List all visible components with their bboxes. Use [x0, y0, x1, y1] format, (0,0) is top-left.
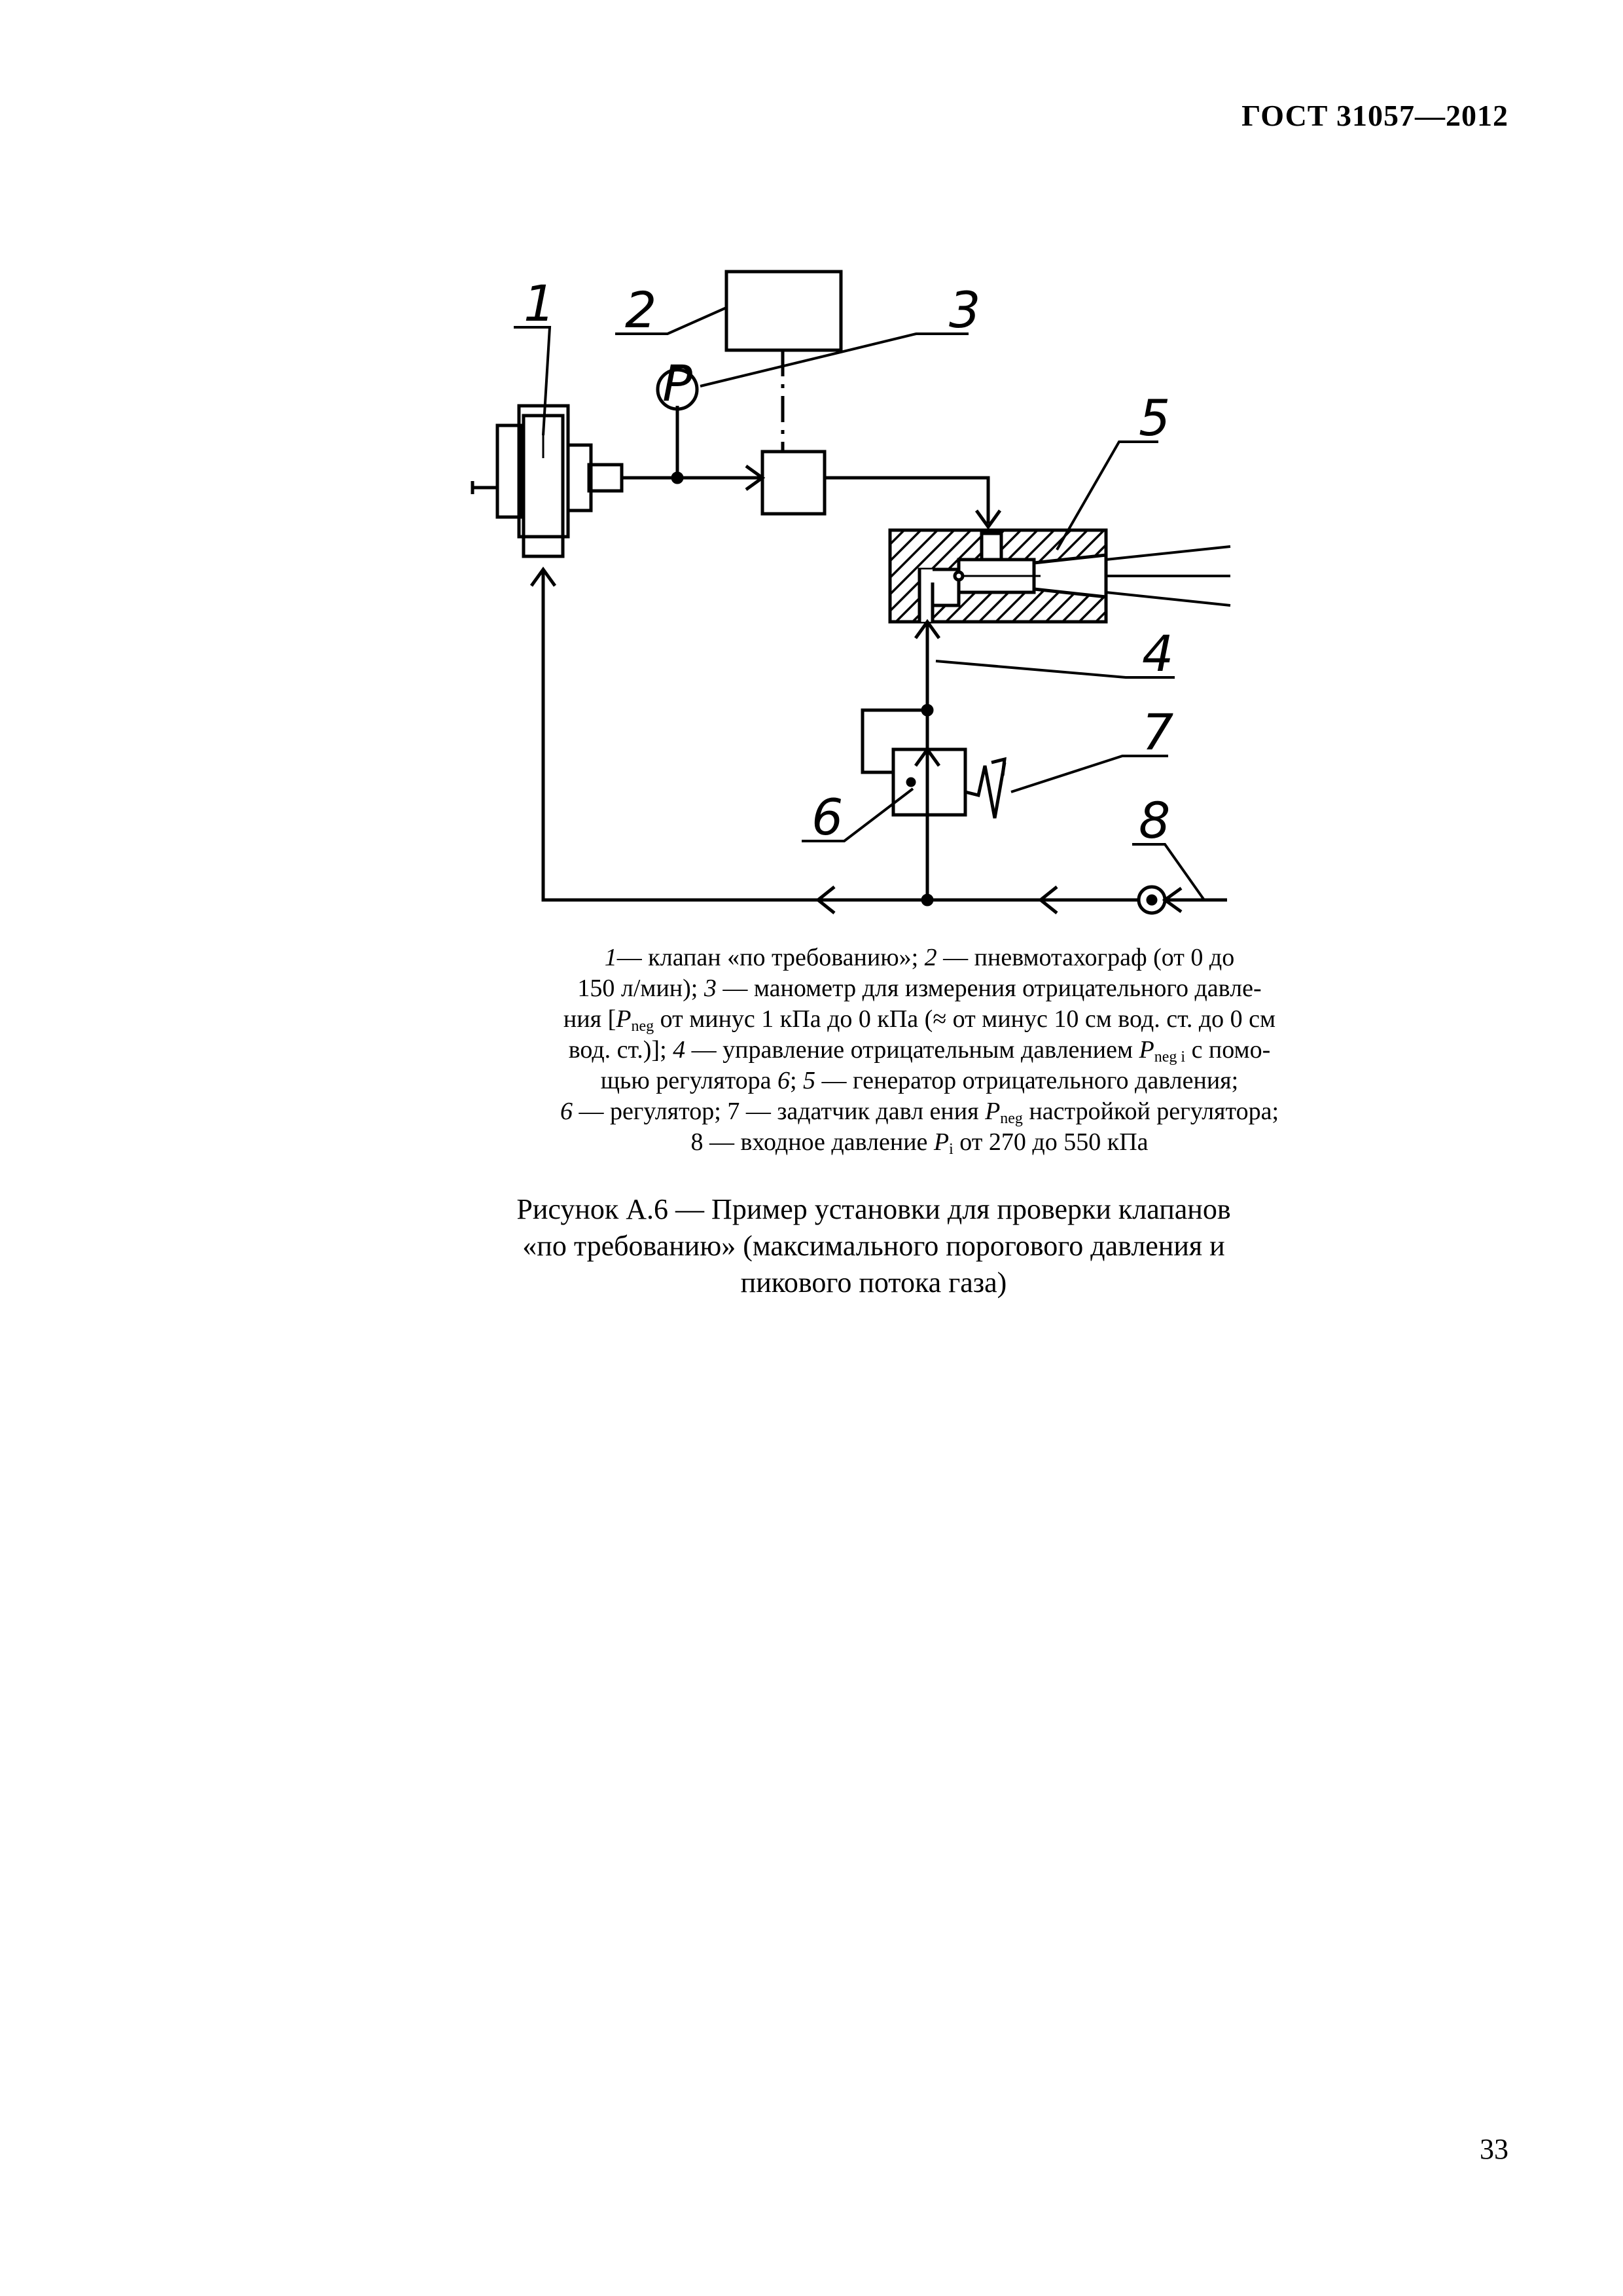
callout-3: 3: [949, 281, 981, 339]
demand-valve: [473, 406, 622, 556]
gauge-symbol: P: [662, 354, 692, 412]
figure-caption: [484, 1191, 1263, 1301]
legend-line-5: щью регулятора 6; 5 — генератор отрицательного давления;: [600, 1067, 1239, 1094]
regulator: [863, 710, 965, 815]
page-number: 33: [1480, 2133, 1508, 2165]
callout-1: 1: [524, 274, 556, 332]
legend-line-1: 1— клапан «по требованию»; 2 — пневмотахограф (от 0 до: [604, 944, 1235, 971]
legend-line-4: вод. ст.)]; 4 — управление отрицательным давлением $P_{neg i}$ с помо-: [568, 1036, 1271, 1066]
legend-line-6: 6 — регулятор; 7 — задатчик давл ения $P_{neg}$ настройкой регулятора;: [560, 1098, 1279, 1127]
junction-dot: [673, 473, 682, 482]
legend-line-7: 8 — входное давление $P_i$ от 270 до 550 кПа: [690, 1128, 1149, 1158]
sensor-to-generator-line: [825, 478, 988, 524]
pressure-setter-spring: [965, 762, 1005, 818]
caption-line-2: «по требованию» (максимального порогового давления и: [522, 1230, 1225, 1262]
caption-line-3: пикового потока газа): [740, 1266, 1007, 1299]
callout-2: 2: [625, 281, 657, 339]
caption-line-1: Рисунок А.6 — Пример установки для проверки клапанов: [516, 1193, 1231, 1225]
legend-line-3: ния [$P_{neg}$ от минус 1 кПа до 0 кПа (≈ от минус 10 см вод. ст. до 0 см: [563, 1005, 1276, 1035]
test-setup-diagram: [0, 0, 1623, 942]
figure-legend: [524, 942, 1315, 1158]
flow-sensor: [762, 452, 825, 514]
document-code: ГОСТ 31057—2012: [1241, 99, 1508, 132]
callout-7: 7: [1142, 703, 1174, 761]
pneumotachograph-recorder: [726, 272, 841, 350]
callout-4: 4: [1142, 624, 1174, 683]
legend-line-2: 150 л/мин); 3 — манометр для измерения отрицательного давле-: [577, 975, 1262, 1002]
negative-pressure-generator: [890, 530, 1106, 622]
callout-8: 8: [1139, 791, 1171, 850]
callout-5: 5: [1139, 389, 1171, 447]
callout-6: 6: [812, 788, 844, 846]
inlet-connector: [1139, 887, 1227, 913]
